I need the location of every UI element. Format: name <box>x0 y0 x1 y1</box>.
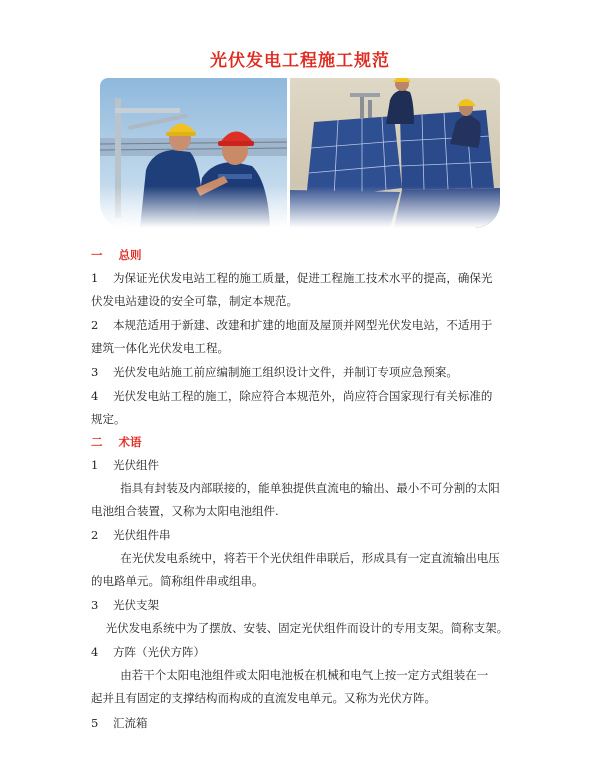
paragraph-line: 建筑一体化光伏发电工程。 <box>91 341 229 355</box>
paragraph-line: 4 方阵（光伏方阵） <box>91 645 205 659</box>
paragraph-line: 2 光伏组件串 <box>91 528 171 542</box>
paragraph-line: 在光伏发电系统中，将若干个光伏组件串联后，形成具有一定直流输出电压 <box>91 551 500 565</box>
paragraph-line: 伏发电站建设的安全可靠，制定本规范。 <box>91 294 298 308</box>
paragraph-line: 1 光伏组件 <box>91 458 159 472</box>
header-banner <box>100 78 500 228</box>
paragraph-line: 2 本规范适用于新建、改建和扩建的地面及屋顶并网型光伏发电站，不适用于 <box>91 318 493 332</box>
paragraph-line: 4 光伏发电站工程的施工，除应符合本规范外，尚应符合国家现行有关标准的 <box>91 389 493 403</box>
paragraph-line: 指具有封装及内部联接的，能单独提供直流电的输出、最小不可分割的太阳 <box>91 481 500 495</box>
paragraph-line: 由若干个太阳电池组件或太阳电池板在机械和电气上按一定方式组装在一 <box>91 668 489 682</box>
section-heading: 一 总则 <box>91 248 142 262</box>
paragraph-line: 规定。 <box>91 412 126 426</box>
page-title: 光伏发电工程施工规范 <box>210 51 390 71</box>
section-heading: 二 术语 <box>91 435 142 449</box>
banner-bottom-fade <box>100 186 500 228</box>
paragraph-line: 3 光伏支架 <box>91 598 159 612</box>
paragraph-line: 电池组合装置，又称为太阳电池组件. <box>91 504 279 518</box>
paragraph-line: 起并且有固定的支撑结构而构成的直流发电单元。又称为光伏方阵。 <box>91 691 436 705</box>
paragraph-line: 1 为保证光伏发电站工程的施工质量，促进工程施工技术水平的提高，确保光 <box>91 271 493 285</box>
paragraph-line: 的电路单元。简称组件串或组串。 <box>91 574 264 588</box>
paragraph-line: 3 光伏发电站施工前应编制施工组织设计文件，并制订专项应急预案。 <box>91 365 458 379</box>
paragraph-line: 5 汇流箱 <box>91 716 148 730</box>
paragraph-line: 光伏发电系统中为了摆放、安装、固定光伏组件而设计的专用支架。简称支架。 <box>91 621 509 635</box>
